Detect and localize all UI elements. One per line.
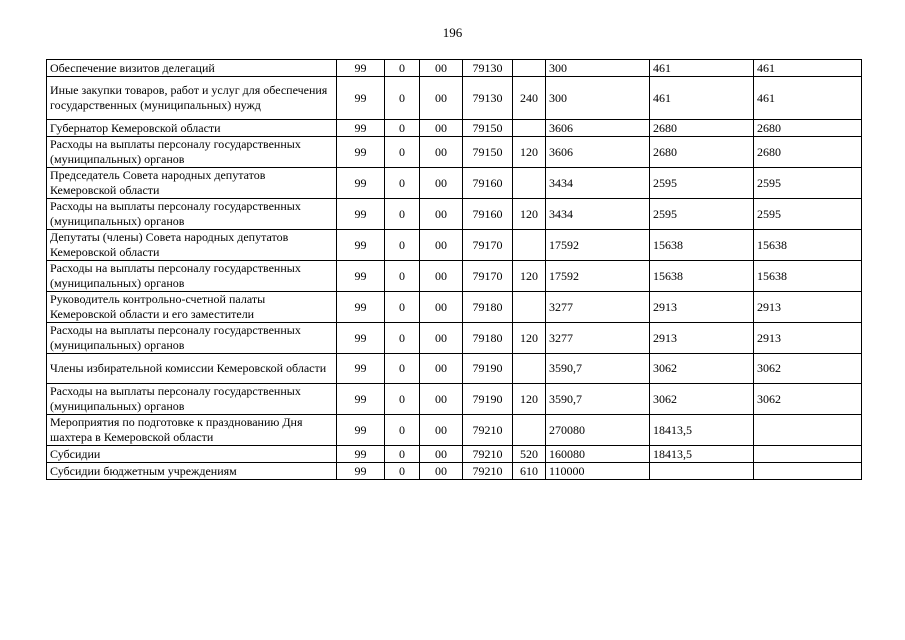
program-code-cell: 00 <box>420 137 463 168</box>
expense-type-cell: 120 <box>513 199 546 230</box>
amount-year2-cell: 2680 <box>650 120 754 137</box>
amount-year1-cell: 3434 <box>546 199 650 230</box>
amount-year1-cell: 17592 <box>546 261 650 292</box>
expense-type-cell: 120 <box>513 137 546 168</box>
subsection-code-cell: 0 <box>385 199 420 230</box>
row-name-cell: Субсидии <box>47 446 337 463</box>
target-code-cell: 79170 <box>463 261 513 292</box>
amount-year3-cell <box>754 415 862 446</box>
amount-year1-cell: 3590,7 <box>546 354 650 384</box>
section-code-cell: 99 <box>337 384 385 415</box>
amount-year1-cell: 3606 <box>546 120 650 137</box>
subsection-code-cell: 0 <box>385 60 420 77</box>
amount-year2-cell: 15638 <box>650 230 754 261</box>
section-code-cell: 99 <box>337 168 385 199</box>
subsection-code-cell: 0 <box>385 323 420 354</box>
table-row <box>47 292 862 323</box>
row-name-cell: Обеспечение визитов делегаций <box>47 60 337 77</box>
expense-type-cell: 120 <box>513 261 546 292</box>
section-code-cell: 99 <box>337 415 385 446</box>
amount-year2-cell: 18413,5 <box>650 446 754 463</box>
page-number: 196 <box>442 25 463 40</box>
section-code-cell: 99 <box>337 446 385 463</box>
row-name-cell: Председатель Совета народных депутатов Кемеровской области <box>47 168 337 199</box>
expense-type-cell: 240 <box>513 77 546 120</box>
amount-year2-cell: 2913 <box>650 292 754 323</box>
row-name-cell: Члены избирательной комиссии Кемеровской области <box>47 354 337 384</box>
amount-year1-cell: 160080 <box>546 446 650 463</box>
program-code-cell: 00 <box>420 60 463 77</box>
subsection-code-cell: 0 <box>385 168 420 199</box>
subsection-code-cell: 0 <box>385 137 420 168</box>
expense-type-cell: 520 <box>513 446 546 463</box>
section-code-cell: 99 <box>337 292 385 323</box>
target-code-cell: 79160 <box>463 199 513 230</box>
expense-type-cell <box>513 230 546 261</box>
target-code-cell: 79150 <box>463 120 513 137</box>
amount-year3-cell: 2913 <box>754 292 862 323</box>
amount-year2-cell: 18413,5 <box>650 415 754 446</box>
table-row <box>47 463 862 480</box>
amount-year2-cell: 3062 <box>650 354 754 384</box>
amount-year2-cell <box>650 463 754 480</box>
row-name-cell: Расходы на выплаты персоналу государственных (муниципальных) органов <box>47 199 337 230</box>
row-name-cell: Мероприятия по подготовке к празднованию Дня шахтера в Кемеровской области <box>47 415 337 446</box>
row-name-cell: Губернатор Кемеровской области <box>47 120 337 137</box>
amount-year1-cell: 110000 <box>546 463 650 480</box>
section-code-cell: 99 <box>337 261 385 292</box>
row-name-cell: Депутаты (члены) Совета народных депутатов Кемеровской области <box>47 230 337 261</box>
program-code-cell: 00 <box>420 168 463 199</box>
amount-year1-cell: 300 <box>546 60 650 77</box>
amount-year2-cell: 2913 <box>650 323 754 354</box>
amount-year1-cell: 270080 <box>546 415 650 446</box>
expense-type-cell <box>513 168 546 199</box>
subsection-code-cell: 0 <box>385 292 420 323</box>
program-code-cell: 00 <box>420 261 463 292</box>
table-row <box>47 60 862 77</box>
amount-year3-cell <box>754 446 862 463</box>
program-code-cell: 00 <box>420 384 463 415</box>
program-code-cell: 00 <box>420 120 463 137</box>
target-code-cell: 79210 <box>463 415 513 446</box>
table-row <box>47 354 862 384</box>
amount-year2-cell: 2680 <box>650 137 754 168</box>
subsection-code-cell: 0 <box>385 384 420 415</box>
row-name-cell: Расходы на выплаты персоналу государственных (муниципальных) органов <box>47 323 337 354</box>
table-row <box>47 384 862 415</box>
table-row <box>47 415 862 446</box>
row-name-cell: Иные закупки товаров, работ и услуг для обеспечения государственных (муниципальных) нужд <box>47 77 337 120</box>
target-code-cell: 79180 <box>463 323 513 354</box>
program-code-cell: 00 <box>420 292 463 323</box>
expense-type-cell <box>513 120 546 137</box>
row-name-cell: Расходы на выплаты персоналу государственных (муниципальных) органов <box>47 137 337 168</box>
table-row <box>47 261 862 292</box>
amount-year1-cell: 3590,7 <box>546 384 650 415</box>
program-code-cell: 00 <box>420 463 463 480</box>
expense-type-cell: 120 <box>513 323 546 354</box>
section-code-cell: 99 <box>337 60 385 77</box>
amount-year3-cell <box>754 463 862 480</box>
section-code-cell: 99 <box>337 230 385 261</box>
target-code-cell: 79180 <box>463 292 513 323</box>
target-code-cell: 79210 <box>463 446 513 463</box>
amount-year3-cell: 2680 <box>754 120 862 137</box>
amount-year3-cell: 461 <box>754 77 862 120</box>
row-name-cell: Субсидии бюджетным учреждениям <box>47 463 337 480</box>
table-body <box>47 60 862 480</box>
amount-year1-cell: 300 <box>546 77 650 120</box>
table-row <box>47 77 862 120</box>
expense-type-cell: 610 <box>513 463 546 480</box>
amount-year3-cell: 3062 <box>754 384 862 415</box>
expense-type-cell <box>513 415 546 446</box>
amount-year3-cell: 2595 <box>754 168 862 199</box>
subsection-code-cell: 0 <box>385 261 420 292</box>
row-name-cell: Расходы на выплаты персоналу государственных (муниципальных) органов <box>47 261 337 292</box>
table-row <box>47 446 862 463</box>
target-code-cell: 79210 <box>463 463 513 480</box>
amount-year2-cell: 461 <box>650 60 754 77</box>
amount-year1-cell: 3434 <box>546 168 650 199</box>
target-code-cell: 79130 <box>463 77 513 120</box>
amount-year3-cell: 15638 <box>754 230 862 261</box>
program-code-cell: 00 <box>420 199 463 230</box>
subsection-code-cell: 0 <box>385 230 420 261</box>
program-code-cell: 00 <box>420 77 463 120</box>
row-name-cell: Руководитель контрольно-счетной палаты Кемеровской области и его заместители <box>47 292 337 323</box>
section-code-cell: 99 <box>337 199 385 230</box>
amount-year3-cell: 2913 <box>754 323 862 354</box>
target-code-cell: 79190 <box>463 384 513 415</box>
program-code-cell: 00 <box>420 230 463 261</box>
amount-year2-cell: 461 <box>650 77 754 120</box>
target-code-cell: 79190 <box>463 354 513 384</box>
amount-year2-cell: 3062 <box>650 384 754 415</box>
section-code-cell: 99 <box>337 323 385 354</box>
amount-year3-cell: 2680 <box>754 137 862 168</box>
amount-year2-cell: 15638 <box>650 261 754 292</box>
budget-table <box>46 59 862 480</box>
program-code-cell: 00 <box>420 323 463 354</box>
subsection-code-cell: 0 <box>385 120 420 137</box>
table-row <box>47 199 862 230</box>
program-code-cell: 00 <box>420 415 463 446</box>
expense-type-cell: 120 <box>513 384 546 415</box>
amount-year1-cell: 3606 <box>546 137 650 168</box>
section-code-cell: 99 <box>337 354 385 384</box>
table-row <box>47 168 862 199</box>
amount-year3-cell: 461 <box>754 60 862 77</box>
amount-year1-cell: 3277 <box>546 292 650 323</box>
subsection-code-cell: 0 <box>385 77 420 120</box>
program-code-cell: 00 <box>420 354 463 384</box>
expense-type-cell <box>513 354 546 384</box>
subsection-code-cell: 0 <box>385 415 420 446</box>
table-row <box>47 120 862 137</box>
target-code-cell: 79150 <box>463 137 513 168</box>
row-name-cell: Расходы на выплаты персоналу государственных (муниципальных) органов <box>47 384 337 415</box>
section-code-cell: 99 <box>337 77 385 120</box>
table-row <box>47 323 862 354</box>
expense-type-cell <box>513 292 546 323</box>
amount-year1-cell: 3277 <box>546 323 650 354</box>
subsection-code-cell: 0 <box>385 354 420 384</box>
amount-year3-cell: 2595 <box>754 199 862 230</box>
target-code-cell: 79160 <box>463 168 513 199</box>
subsection-code-cell: 0 <box>385 446 420 463</box>
target-code-cell: 79170 <box>463 230 513 261</box>
amount-year3-cell: 3062 <box>754 354 862 384</box>
expense-type-cell <box>513 60 546 77</box>
amount-year2-cell: 2595 <box>650 168 754 199</box>
target-code-cell: 79130 <box>463 60 513 77</box>
amount-year3-cell: 15638 <box>754 261 862 292</box>
subsection-code-cell: 0 <box>385 463 420 480</box>
program-code-cell: 00 <box>420 446 463 463</box>
section-code-cell: 99 <box>337 137 385 168</box>
amount-year2-cell: 2595 <box>650 199 754 230</box>
table-row <box>47 137 862 168</box>
section-code-cell: 99 <box>337 463 385 480</box>
table-row <box>47 230 862 261</box>
amount-year1-cell: 17592 <box>546 230 650 261</box>
section-code-cell: 99 <box>337 120 385 137</box>
